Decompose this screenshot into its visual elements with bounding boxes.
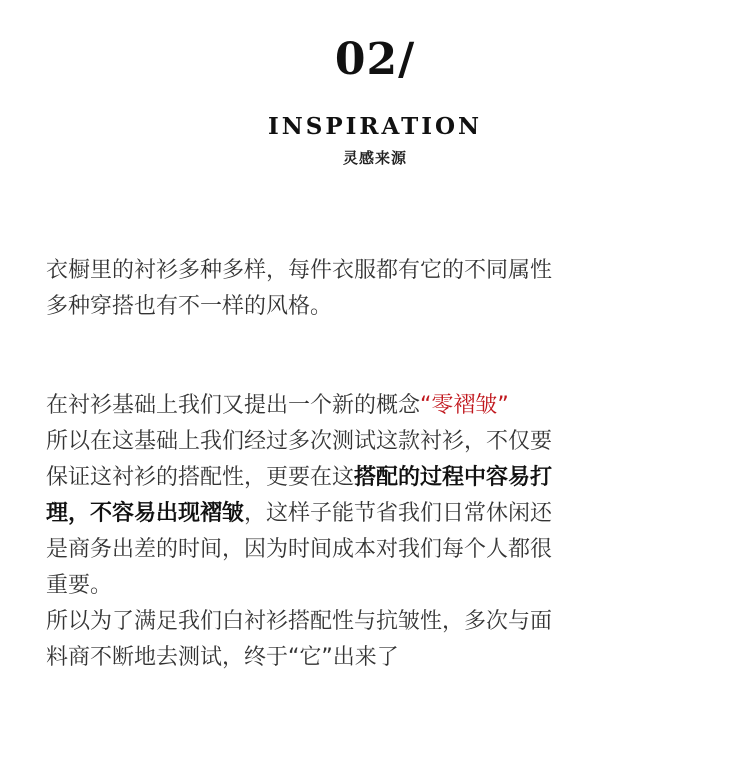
section-subheading: 灵感来源 [342, 149, 407, 167]
section-number: 02/ [334, 34, 416, 85]
section-heading: INSPIRATION [267, 113, 483, 140]
bold-emphasis: 理，不容易出现褶皱 [46, 501, 245, 526]
intro-paragraph [46, 253, 706, 325]
line-text: ，这样子能节省我们日常休闲还 [244, 501, 553, 526]
paragraph-line [46, 460, 706, 496]
paragraph-line: 所以在这基础上我们经过多次测试这款衬衫，不仅要 [46, 429, 553, 454]
paragraph-line [46, 496, 706, 532]
paragraph-line: 是商务出差的时间，因为时间成本对我们每个人都很 [46, 537, 553, 562]
paragraph-line: 多种穿搭也有不一样的风格。 [46, 294, 333, 319]
concept-paragraph [46, 388, 706, 676]
line-text: 在衬衫基础上我们又提出一个新的概念 [46, 393, 421, 418]
bold-emphasis: 搭配的过程中容易打 [354, 465, 553, 490]
paragraph-line: 衣橱里的衬衫多种多样，每件衣服都有它的不同属性 [46, 258, 553, 283]
paragraph-line: 所以为了满足我们白衬衫搭配性与抗皱性，多次与面 [46, 609, 553, 634]
highlight-keyword: “零褶皱” [420, 393, 509, 418]
paragraph-line: 重要。 [46, 573, 113, 598]
paragraph-line: 料商不断地去测试，终于“它”出来了 [46, 645, 399, 670]
paragraph-line [46, 388, 706, 424]
line-text: 保证这衬衫的搭配性，更要在这 [46, 465, 355, 490]
